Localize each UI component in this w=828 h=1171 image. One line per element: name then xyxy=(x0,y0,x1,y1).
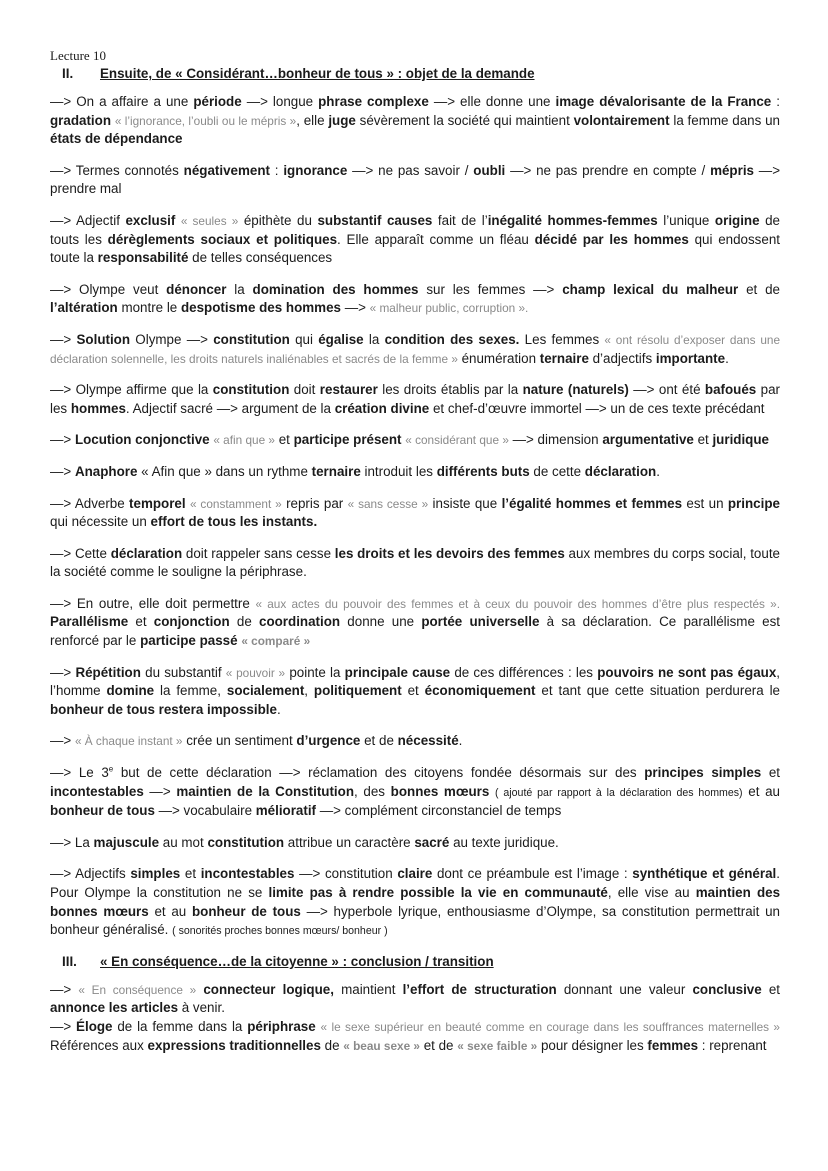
paragraph-10: —> Cette déclaration doit rappeler sans cesse les droits et les devoirs des femmes aux membres du corps social, toute la société comme le souligne la périphrase. xyxy=(50,545,780,580)
paragraph-18: —> Éloge de la femme dans la périphrase « le sexe supérieur en beauté comme en courage dans les souffrances maternelles » Références aux expressions traditionnelles de « beau sexe » et de « sexe faible » pour désigner les femmes : reprenant xyxy=(50,1018,780,1053)
paragraph-12: —> Répétition du substantif « pouvoir » pointe la principale cause de ces différences : les pouvoirs ne sont pas égaux, l’homme domine la femme, socialement, politiquement et économiquement et tant que cette situation perdurera le bonheur de tous restera impossible. xyxy=(50,664,781,717)
paragraph-2: —> Termes connotés négativement : ignorance —> ne pas savoir / oubli —> ne pas prendre en compte / mépris —> prendre mal xyxy=(50,162,781,197)
quote: « constamment » xyxy=(189,496,282,511)
document-page xyxy=(50,48,780,1068)
quote: « aux actes du pouvoir des femmes et à ceux du pouvoir des hommes d’être plus respectés ». xyxy=(255,596,780,611)
paragraph-14: —> Le 3e but de cette déclaration —> réclamation des citoyens fondée désormais sur des principes simples et incontestables —> maintien de la Constitution, des bonnes mœurs ( ajouté par rapport à la déclaration des hommes) et au bonheur de tous —> vocabulaire mélioratif —> complément circonstanciel de temps xyxy=(50,764,781,819)
quote: « le sexe supérieur en beauté comme en courage dans les souffrances maternelles » xyxy=(320,1019,780,1034)
section-number: III. xyxy=(62,953,77,969)
section-heading-2 xyxy=(50,66,780,81)
section-heading-3 xyxy=(50,954,780,969)
quote: « beau sexe » xyxy=(343,1038,420,1053)
paragraph-15: —> La majuscule au mot constitution attribue un caractère sacré au texte juridique. xyxy=(50,834,559,850)
paragraph-9: —> Adverbe temporel « constamment » repris par « sans cesse » insiste que l’égalité hommes et femmes est un principe qui nécessite un effort de tous les instants. xyxy=(50,495,780,530)
paragraph-5: —> Solution Olympe —> constitution qui égalise la condition des sexes. Les femmes « ont résolu d’exposer dans une déclaration solennelle, les droits naturels inaliénables et sacrés de la femme » énumération ternaire d’adjectifs importante. xyxy=(50,331,781,366)
quote: « seules » xyxy=(180,213,239,228)
note: ( sonorités proches bonnes mœurs/ bonheur ) xyxy=(172,925,388,938)
quote: « pouvoir » xyxy=(225,665,286,680)
quote: « malheur public, corruption ». xyxy=(369,301,529,316)
paragraph-17: —> « En conséquence » connecteur logique, maintient l’effort de structuration donnant une valeur conclusive et annonce les articles à venir. xyxy=(50,981,780,1016)
paragraph-11: —> En outre, elle doit permettre « aux actes du pouvoir des femmes et à ceux du pouvoir des hommes d’être plus respectés ». Parallélisme et conjonction de coordination donne une portée universelle à sa déclaration. Ce parallélisme est renforcé par le participe passé « comparé » xyxy=(50,595,780,649)
paragraph-6: —> Olympe affirme que la constitution doit restaurer les droits établis par la nature (naturels) —> ont été bafoués par les hommes. Adjectif sacré —> argument de la création divine et chef-d’œuvre immortel —> un de ces texte précédant xyxy=(50,382,780,416)
quote: « afin que » xyxy=(213,433,275,448)
section-title: Ensuite, de « Considérant…bonheur de tous » : objet de la demande xyxy=(100,66,535,81)
paragraph-4: —> Olympe veut dénoncer la domination des hommes sur les femmes —> champ lexical du malheur et de l’altération montre le despotisme des hommes —> « malheur public, corruption ». xyxy=(50,281,780,316)
section-title: « En conséquence…de la citoyenne » : conclusion / transition xyxy=(100,953,494,969)
quote: « l’ignorance, l’oubli ou le mépris » xyxy=(114,113,297,128)
section-number: II. xyxy=(62,66,74,81)
quote: « considérant que » xyxy=(405,433,509,448)
quote: « sans cesse » xyxy=(347,496,429,511)
paragraph-3: —> Adjectif exclusif « seules » épithète du substantif causes fait de l’inégalité hommes-femmes l’unique origine de touts les dérèglements sociaux et politiques. Elle apparaît comme un fléau décidé par les hommes qui endossent toute la responsabilité de telles conséquences xyxy=(50,212,780,266)
paragraph-13: —> « À chaque instant » crée un sentiment d’urgence et de nécessité. xyxy=(50,733,463,749)
quote: « comparé » xyxy=(241,634,311,649)
note: ( ajouté par rapport à la déclaration des hommes) xyxy=(495,786,743,799)
lecture-label: Lecture 10 xyxy=(50,48,106,63)
paragraph-7: —> Locution conjonctive « afin que » et participe présent « considérant que » —> dimension argumentative et juridique xyxy=(50,432,769,448)
quote: « ont résolu d’exposer dans une déclaration solennelle, les droits naturels inaliénables et sacrés de la femme » xyxy=(50,332,781,366)
paragraph-16: —> Adjectifs simples et incontestables —> constitution claire dont ce préambule est l’image : synthétique et général. Pour Olympe la constitution ne se limite pas à rendre possible la vie en communauté, elle vise au maintien des bonnes mœurs et au bonheur de tous —> hyperbole lyrique, enthousiasme d’Olympe, sa constitution permettrait un bonheur généralisé. ( sonorités proches bonnes mœurs/ bonheur ) xyxy=(50,866,781,938)
paragraph-8: —> Anaphore « Afin que » dans un rythme ternaire introduit les différents buts de cette déclaration. xyxy=(50,463,660,479)
quote: « En conséquence » xyxy=(78,982,197,997)
quote: « sexe faible » xyxy=(457,1038,538,1053)
paragraph-1: —> On a affaire a une période —> longue phrase complexe —> elle donne une image dévalorisante de la France : gradation « l’ignorance, l’oubli ou le mépris », elle juge sévèrement la société qui maintient volontairement la femme dans un états de dépendance xyxy=(50,94,780,147)
quote: « À chaque instant » xyxy=(74,734,183,749)
